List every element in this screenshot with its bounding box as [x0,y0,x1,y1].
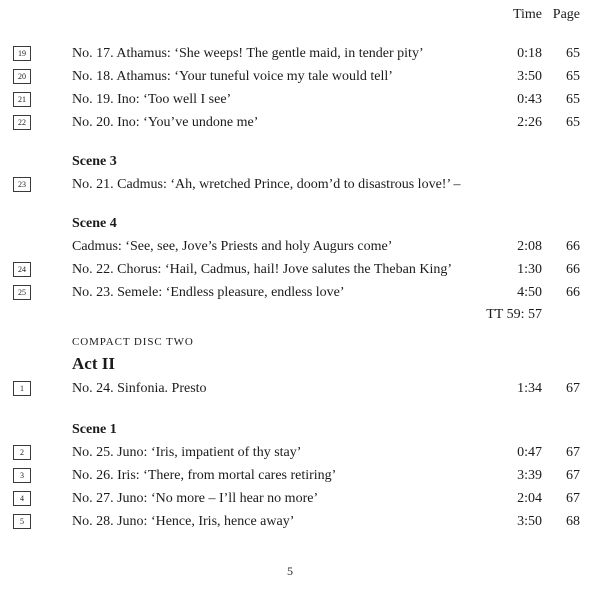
track-number-box: 2 [13,445,31,460]
track-number-box: 5 [13,514,31,529]
track-title: No. 21. Cadmus: ‘Ah, wretched Prince, doom’d to disastrous love!’ – [72,177,461,192]
track-number-box: 21 [13,92,31,107]
track-row [0,281,580,304]
track-row [0,65,580,88]
track-row [0,42,580,65]
act-heading: Act II [72,354,115,373]
track-title: No. 28. Juno: ‘Hence, Iris, hence away’ [72,514,295,529]
track-time: 1:30 [517,262,542,277]
track-number-box: 1 [13,381,31,396]
track-title: No. 27. Juno: ‘No more – I’ll hear no more’ [72,491,319,506]
scene-heading: Scene 3 [72,154,117,169]
track-time: 3:50 [517,69,542,84]
page-column-header: Page [552,7,580,22]
track-time: 4:50 [517,285,542,300]
track-row [0,377,580,400]
track-page: 66 [566,262,580,277]
track-time: 1:34 [517,381,542,396]
track-time: 0:43 [517,92,542,107]
track-title: No. 20. Ino: ‘You’ve undone me’ [72,115,259,130]
scene-heading-row [0,418,580,441]
folio-page-number: 5 [287,564,293,578]
time-column-header: Time [512,7,542,22]
track-title: No. 17. Athamus: ‘She weeps! The gentle maid, in tender pity’ [72,46,424,61]
track-number-box: 23 [13,177,31,192]
track-number-box: 24 [13,262,31,277]
track-row [0,88,580,111]
track-time: 2:04 [517,491,542,506]
track-page: 68 [566,514,580,529]
track-number-box: 22 [13,115,31,130]
track-time: 0:18 [517,46,542,61]
disc-label-row [0,333,580,351]
track-title: No. 19. Ino: ‘Too well I see’ [72,92,232,107]
track-page: 65 [566,69,580,84]
track-row [0,235,580,258]
track-number-box: 4 [13,491,31,506]
track-number-box: 3 [13,468,31,483]
track-title: No. 26. Iris: ‘There, from mortal cares retiring’ [72,468,337,483]
track-row [0,510,580,533]
track-page: 67 [566,468,580,483]
track-row [0,258,580,281]
track-time: 0:47 [517,445,542,460]
disc-label: COMPACT DISC TWO [72,336,194,348]
track-page: 65 [566,46,580,61]
scene-heading: Scene 1 [72,422,117,437]
total-time-row [0,304,580,325]
track-page: 65 [566,92,580,107]
track-time: 2:26 [517,115,542,130]
track-row [0,464,580,487]
track-page: 67 [566,445,580,460]
track-number-box: 19 [13,46,31,61]
track-page: 66 [566,285,580,300]
track-title: No. 24. Sinfonia. Presto [72,381,207,396]
track-number-box: 20 [13,69,31,84]
track-page: 65 [566,115,580,130]
track-title: Cadmus: ‘See, see, Jove’s Priests and holy Augurs come’ [72,239,393,254]
track-page: 67 [566,491,580,506]
track-time: 3:39 [517,468,542,483]
track-row [0,487,580,510]
track-page: 66 [566,239,580,254]
track-row [0,111,580,134]
track-number-box: 25 [13,285,31,300]
scene-heading-row [0,150,580,173]
track-title: No. 18. Athamus: ‘Your tuneful voice my tale would tell’ [72,69,393,84]
column-header-row [0,6,580,24]
track-page: 67 [566,381,580,396]
track-title: No. 25. Juno: ‘Iris, impatient of thy stay’ [72,445,302,460]
track-time: 3:50 [517,514,542,529]
track-title: No. 22. Chorus: ‘Hail, Cadmus, hail! Jove salutes the Theban King’ [72,262,453,277]
scene-heading-row [0,212,580,235]
track-row [0,173,580,196]
total-time-value: TT 59: 57 [486,307,542,322]
track-row [0,441,580,464]
track-title: No. 23. Semele: ‘Endless pleasure, endless love’ [72,285,345,300]
scene-heading: Scene 4 [72,216,117,231]
act-heading-row [0,351,580,377]
track-time: 2:08 [517,239,542,254]
